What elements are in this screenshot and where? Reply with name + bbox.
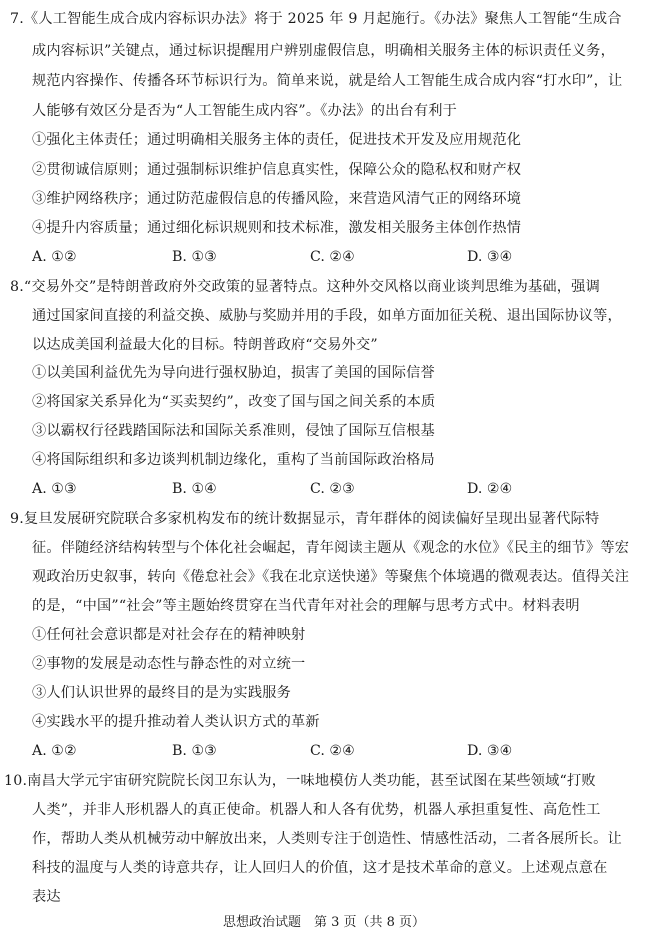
statement-item: ②贯彻诚信原则；通过强制标识维护信息真实性，保障公众的隐私权和财产权 (32, 162, 522, 178)
answer-options (32, 742, 612, 760)
option-c: C. ②④ (310, 743, 355, 759)
answer-options (32, 248, 612, 266)
option-b: B. ①③ (172, 743, 217, 759)
statement-item: ④实践水平的提升推动着人类认识方式的革新 (32, 714, 320, 730)
question-stem-line: 的是，“中国”“社会”等主题始终贯穿在当代青年对社会的理解与思考方式中。材料表明 (32, 598, 580, 614)
statement-item: ③以霸权行径践踏国际法和国际关系准则，侵蚀了国际互信根基 (32, 423, 435, 439)
option-a: A. ①② (32, 249, 77, 265)
statement-item: ②将国家关系异化为“买卖契约”，改变了国与国之间关系的本质 (32, 394, 436, 410)
question-stem-line: 9.复旦发展研究院联合多家机构发布的统计数据显示，青年群体的阅读偏好呈现出显著代际特 (10, 511, 600, 527)
question-stem-line: 人类”，并非人形机器人的真正使命。机器人和人各有优势，机器人承担重复性、高危性工 (32, 802, 601, 818)
option-d: D. ③④ (467, 743, 513, 759)
option-a: A. ①② (32, 743, 77, 759)
question-stem-line: 7.《人工智能生成合成内容标识办法》将于 2025 年 9 月起施行。《办法》聚焦人工智能“生成合 (10, 11, 622, 27)
statement-item: ③维护网络秩序；通过防范虚假信息的传播风险，来营造风清气正的网络环境 (32, 191, 522, 207)
statement-item: ②事物的发展是动态性与静态性的对立统一 (32, 656, 306, 672)
statement-item: ④将国际组织和多边谈判机制边缘化，重构了当前国际政治格局 (32, 452, 435, 468)
question-stem-line: 10.南昌大学元宇宙研究院院长闵卫东认为，一味地模仿人类功能，甚至试图在某些领域“打败 (4, 773, 596, 789)
option-b: B. ①③ (172, 249, 217, 265)
question-stem-line: 人能够有效区分是否为“人工智能生成内容”。《办法》的出台有利于 (32, 103, 458, 119)
option-a: A. ①③ (32, 481, 77, 497)
statement-item: ③人们认识世界的最终目的是为实践服务 (32, 685, 291, 701)
question-stem-line: 规范内容操作、传播各环节标识行为。简单来说，就是给人工智能生成合成内容“打水印”，让 (32, 73, 623, 89)
statement-item: ①任何社会意识都是对社会存在的精神映射 (32, 627, 306, 643)
question-stem-line: 观政治历史叙事，转向《倦怠社会》《我在北京送快递》等聚焦个体境遇的微观表达。值得关注 (32, 569, 630, 585)
question-stem-line: 8.“交易外交”是特朗普政府外交政策的显著特点。这种外交风格以商业谈判思维为基础，强调 (10, 279, 600, 295)
question-stem-line: 征。伴随经济结构转型与个体化社会崛起，青年阅读主题从《观念的水位》《民主的细节》等宏 (32, 540, 630, 556)
question-stem-line: 成内容标识”关键点，通过标识提醒用户辨别虚假信息，明确相关服务主体的标识责任义务， (32, 43, 615, 59)
statement-item: ④提升内容质量；通过细化标识规则和技术标准，激发相关服务主体创作热情 (32, 220, 522, 236)
statement-item: ①强化主体责任；通过明确相关服务主体的责任，促进技术开发及应用规范化 (32, 132, 522, 148)
option-d: D. ③④ (467, 249, 513, 265)
option-c: C. ②④ (310, 249, 355, 265)
question-stem-line: 作，帮助人类从机械劳动中解放出来，人类则专注于创造性、情感性活动，二者各展所长。让 (32, 831, 622, 847)
answer-options (32, 480, 612, 498)
statement-item: ①以美国利益优先为导向进行强权胁迫，损害了美国的国际信誉 (32, 365, 435, 381)
option-d: D. ②④ (467, 481, 513, 497)
question-stem-line: 表达 (32, 889, 61, 905)
page-footer: 思想政治试题 第 3 页（共 8 页） (222, 915, 426, 930)
question-stem-line: 通过国家间直接的利益交换、威胁与奖励并用的手段，如单方面加征关税、退出国际协议等， (32, 308, 622, 324)
option-b: B. ①④ (172, 481, 217, 497)
question-stem-line: 以达成美国利益最大化的目标。特朗普政府“交易外交” (32, 337, 378, 353)
option-c: C. ②③ (310, 481, 355, 497)
question-stem-line: 科技的温度与人类的诗意共存，让人回归人的价值，这才是技术革命的意义。上述观点意在 (32, 860, 608, 876)
